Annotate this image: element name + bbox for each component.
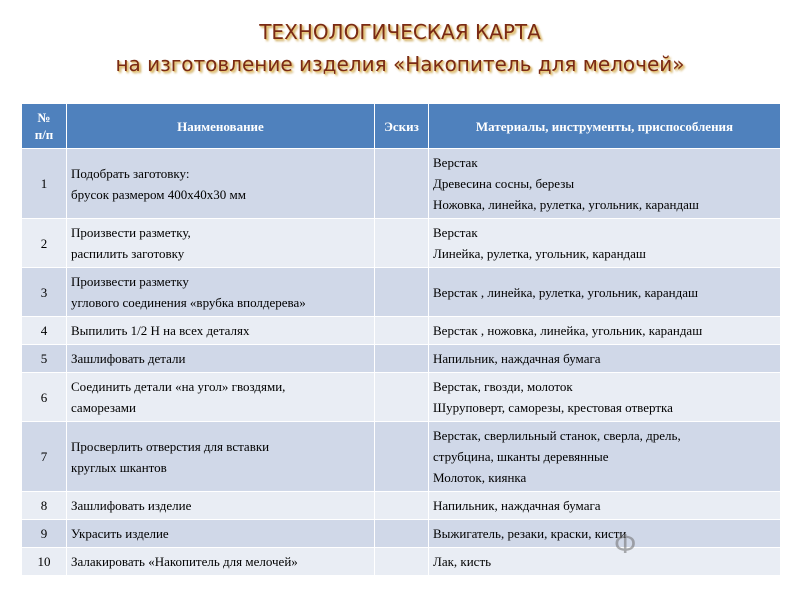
operation-name-line: Соединить детали «на угол» гвоздями,	[71, 379, 286, 394]
operation-name-line: углового соединения «врубка вполдерева»	[71, 295, 306, 310]
table-row	[22, 317, 781, 345]
operation-name	[67, 317, 375, 345]
operation-name-line: брусок размером 400х40х30 мм	[71, 186, 246, 202]
operation-name-line: распилить заготовку	[71, 246, 185, 261]
table-row	[22, 268, 781, 317]
operation-name-line: круглых шкантов	[71, 459, 167, 475]
table-header-row	[22, 104, 781, 149]
materials-line: Древесина сосны, березы	[433, 176, 575, 191]
row-number: 8	[22, 492, 67, 520]
materials-cell	[429, 345, 781, 373]
sketch-cell	[375, 373, 429, 422]
header-num: № п/п	[22, 104, 67, 149]
materials-cell	[429, 373, 781, 422]
operation-name-line: Зашлифовать изделие	[71, 498, 192, 513]
row-number: 2	[22, 219, 67, 268]
tech-card-table	[21, 103, 781, 576]
materials-cell	[429, 268, 781, 317]
operation-name-line: Подобрать заготовку:	[71, 165, 190, 181]
materials-line: Линейка, рулетка, угольник, карандаш	[433, 246, 646, 261]
materials-line: Напильник, наждачная бумага	[433, 498, 601, 513]
materials-line: Выжигатель, резаки, краски, кисти	[433, 526, 627, 541]
table-row	[22, 548, 781, 576]
table-row	[22, 373, 781, 422]
operation-name-line: Залакировать «Накопитель для мелочей»	[71, 554, 298, 569]
table-row	[22, 149, 781, 219]
sketch-cell	[375, 548, 429, 576]
operation-name-line: Просверлить отверстия для вставки	[71, 438, 270, 454]
operation-name-line: Зашлифовать детали	[71, 351, 186, 366]
operation-name	[67, 149, 375, 219]
page-subtitle: на изготовление изделия «Накопитель для мелочей»	[115, 52, 685, 76]
materials-line: Шуруповерт, саморезы, крестовая отвертка	[433, 400, 673, 415]
sketch-cell	[375, 149, 429, 219]
materials-cell	[429, 492, 781, 520]
sketch-cell	[375, 345, 429, 373]
operation-name	[67, 520, 375, 548]
row-number: 1	[22, 149, 67, 219]
sketch-cell	[375, 219, 429, 268]
page-title: ТЕХНОЛОГИЧЕСКАЯ КАРТА	[259, 20, 541, 44]
row-number: 3	[22, 268, 67, 317]
header-sketch: Эскиз	[375, 104, 429, 149]
materials-line: Верстак	[433, 225, 478, 240]
row-number: 7	[22, 422, 67, 492]
materials-cell	[429, 520, 781, 548]
materials-cell	[429, 219, 781, 268]
operation-name-line: Произвести разметку,	[71, 225, 191, 240]
operation-name	[67, 422, 375, 492]
row-number: 6	[22, 373, 67, 422]
row-number: 10	[22, 548, 67, 576]
materials-line: струбцина, шканты деревянные	[433, 449, 609, 464]
header-name: Наименование	[67, 104, 375, 149]
materials-cell	[429, 149, 781, 219]
operation-name	[67, 373, 375, 422]
operation-name	[67, 492, 375, 520]
table-row	[22, 422, 781, 492]
table-row	[22, 345, 781, 373]
materials-line: Молоток, киянка	[433, 470, 527, 485]
watermark-logo: Ф	[614, 530, 637, 560]
materials-line: Верстак	[433, 155, 478, 170]
table-row	[22, 219, 781, 268]
sketch-cell	[375, 317, 429, 345]
operation-name	[67, 548, 375, 576]
operation-name-line: Украсить изделие	[71, 526, 169, 541]
operation-name	[67, 219, 375, 268]
operation-name	[67, 268, 375, 317]
table-row	[22, 520, 781, 548]
sketch-cell	[375, 422, 429, 492]
header-materials: Материалы, инструменты, приспособления	[429, 104, 781, 149]
operation-name-line: Выпилить 1/2 Н на всех деталях	[71, 323, 250, 338]
materials-line: Верстак, гвозди, молоток	[433, 379, 573, 394]
materials-line: Напильник, наждачная бумага	[433, 351, 601, 366]
row-number: 9	[22, 520, 67, 548]
row-number: 5	[22, 345, 67, 373]
sketch-cell	[375, 520, 429, 548]
materials-line: Лак, кисть	[433, 554, 492, 569]
materials-line: Ножовка, линейка, рулетка, угольник, карандаш	[433, 197, 699, 212]
operation-name-line: Произвести разметку	[71, 274, 189, 289]
materials-line: Верстак , ножовка, линейка, угольник, карандаш	[433, 323, 703, 338]
sketch-cell	[375, 492, 429, 520]
materials-line: Верстак , линейка, рулетка, угольник, карандаш	[433, 284, 698, 300]
operation-name	[67, 345, 375, 373]
materials-cell	[429, 317, 781, 345]
sketch-cell	[375, 268, 429, 317]
materials-cell	[429, 422, 781, 492]
materials-line: Верстак, сверлильный станок, сверла, дрель,	[433, 428, 681, 443]
materials-cell	[429, 548, 781, 576]
operation-name-line: саморезами	[71, 400, 136, 415]
row-number: 4	[22, 317, 67, 345]
table-row	[22, 492, 781, 520]
